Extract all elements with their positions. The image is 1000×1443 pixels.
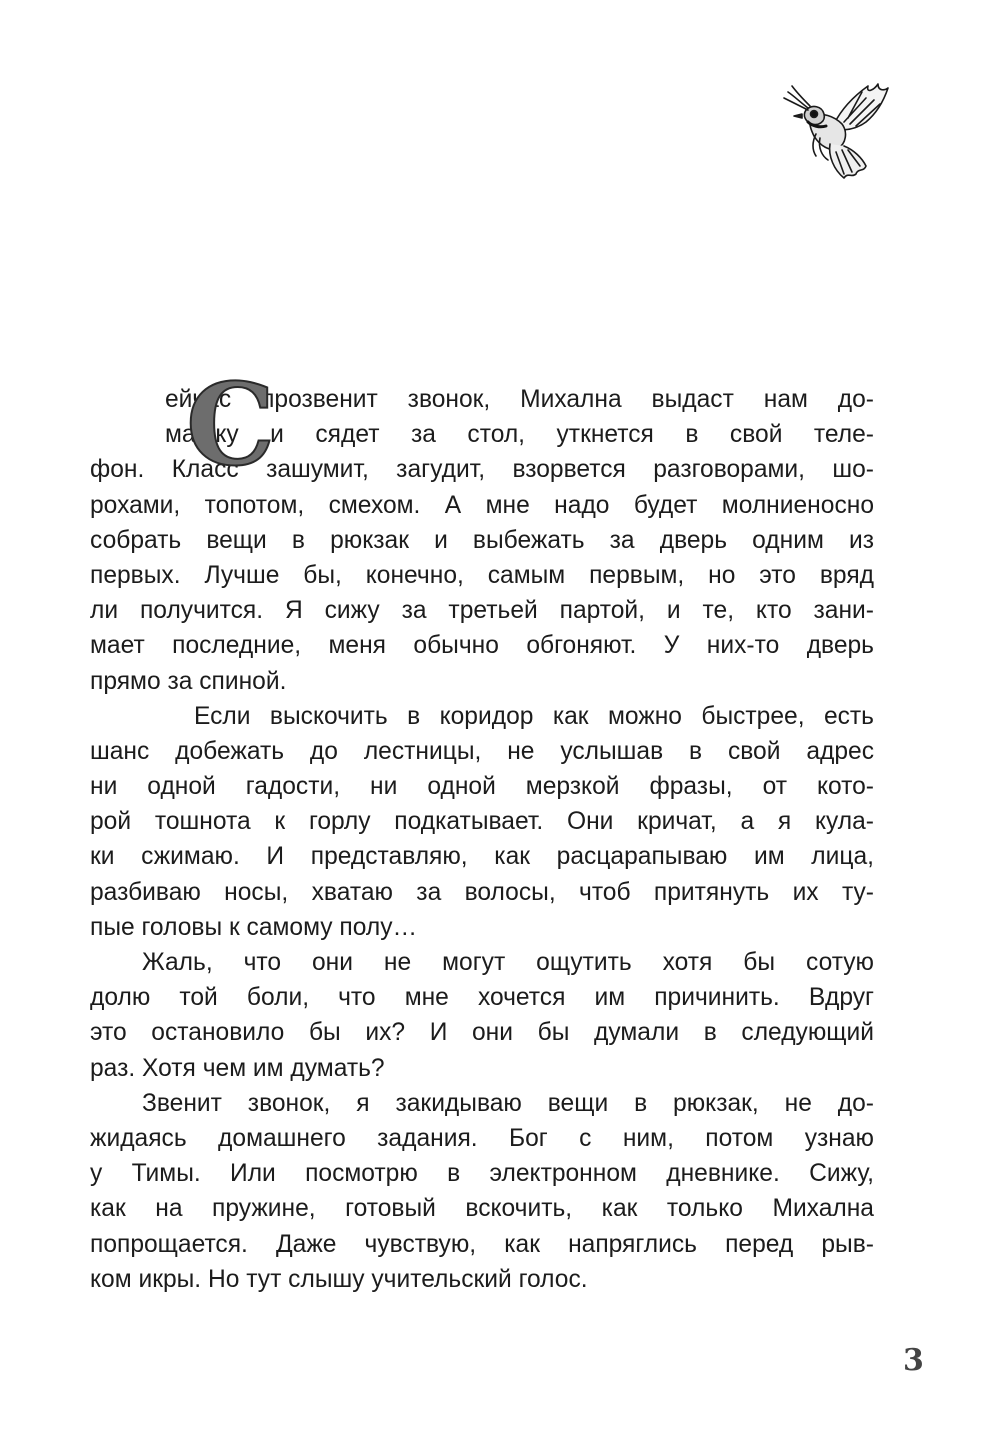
text-line: фон. Класс зашумит, загудит, взорвется разговорами, шо-	[90, 456, 874, 484]
text-line: ки сжимаю. И представляю, как расцарапываю им лица,	[90, 843, 874, 871]
text-line: как на пружине, готовый вскочить, как только Михална	[90, 1195, 874, 1223]
drop-cap: С	[186, 360, 276, 491]
text-line: у Тимы. Или посмотрю в электронном дневнике. Сижу,	[90, 1160, 874, 1188]
text-line: машку и сядет за стол, уткнется в свой теле-	[165, 421, 874, 449]
text-line: рой тошнота к горлу подкатывает. Они кричат, а я кула-	[90, 808, 874, 836]
text-line: мает последние, меня обычно обгоняют. У них-то дверь	[90, 632, 874, 660]
text-line: ейчас прозвенит звонок, Михална выдаст нам до-	[165, 386, 874, 413]
text-line: шанс добежать до лестницы, не услышав в свой адрес	[90, 737, 874, 765]
paragraph-1	[90, 360, 874, 699]
text-line: попрощается. Даже чувствую, как напряглись перед рыв-	[90, 1230, 874, 1258]
page-number: 3	[903, 1343, 924, 1378]
text-line: Звенит звонок, я закидываю вещи в рюкзак, не до-	[142, 1089, 874, 1117]
paragraph-3	[90, 945, 874, 1086]
text-line: прямо за спиной.	[90, 667, 287, 695]
text-line: Если выскочить в коридор как можно быстрее, есть	[194, 702, 874, 730]
paragraph-4	[90, 1086, 874, 1297]
text-line: рохами, топотом, смехом. А мне надо будет молниеносно	[90, 491, 874, 519]
text-line: это остановило бы их? И они бы думали в следующий	[90, 1019, 874, 1047]
text-line: разбиваю носы, хватаю за волосы, чтоб притянуть их ту-	[90, 878, 874, 906]
text-line: собрать вещи в рюкзак и выбежать за дверь одним из	[90, 526, 874, 554]
paragraph-2	[90, 699, 874, 945]
text-line: долю той боли, что мне хочется им причинить. Вдруг	[90, 984, 874, 1012]
text-line: раз. Хотя чем им думать?	[90, 1054, 385, 1082]
text-line: жидаясь домашнего задания. Бог с ним, потом узнаю	[90, 1124, 874, 1152]
text-line: ни одной гадости, ни одной мерзкой фразы, от кото-	[90, 773, 874, 801]
text-line: ли получится. Я сижу за третьей партой, и те, кто зани-	[90, 597, 874, 625]
flying-sparrow-icon	[782, 78, 900, 186]
text-line: первых. Лучше бы, конечно, самым первым, но это вряд	[90, 561, 874, 589]
text-line: ком икры. Но тут слышу учительский голос.	[90, 1265, 588, 1293]
body-text	[90, 360, 874, 1297]
text-line: Жаль, что они не могут ощутить хотя бы сотую	[142, 949, 874, 976]
text-line: пые головы к самому полу…	[90, 913, 418, 941]
